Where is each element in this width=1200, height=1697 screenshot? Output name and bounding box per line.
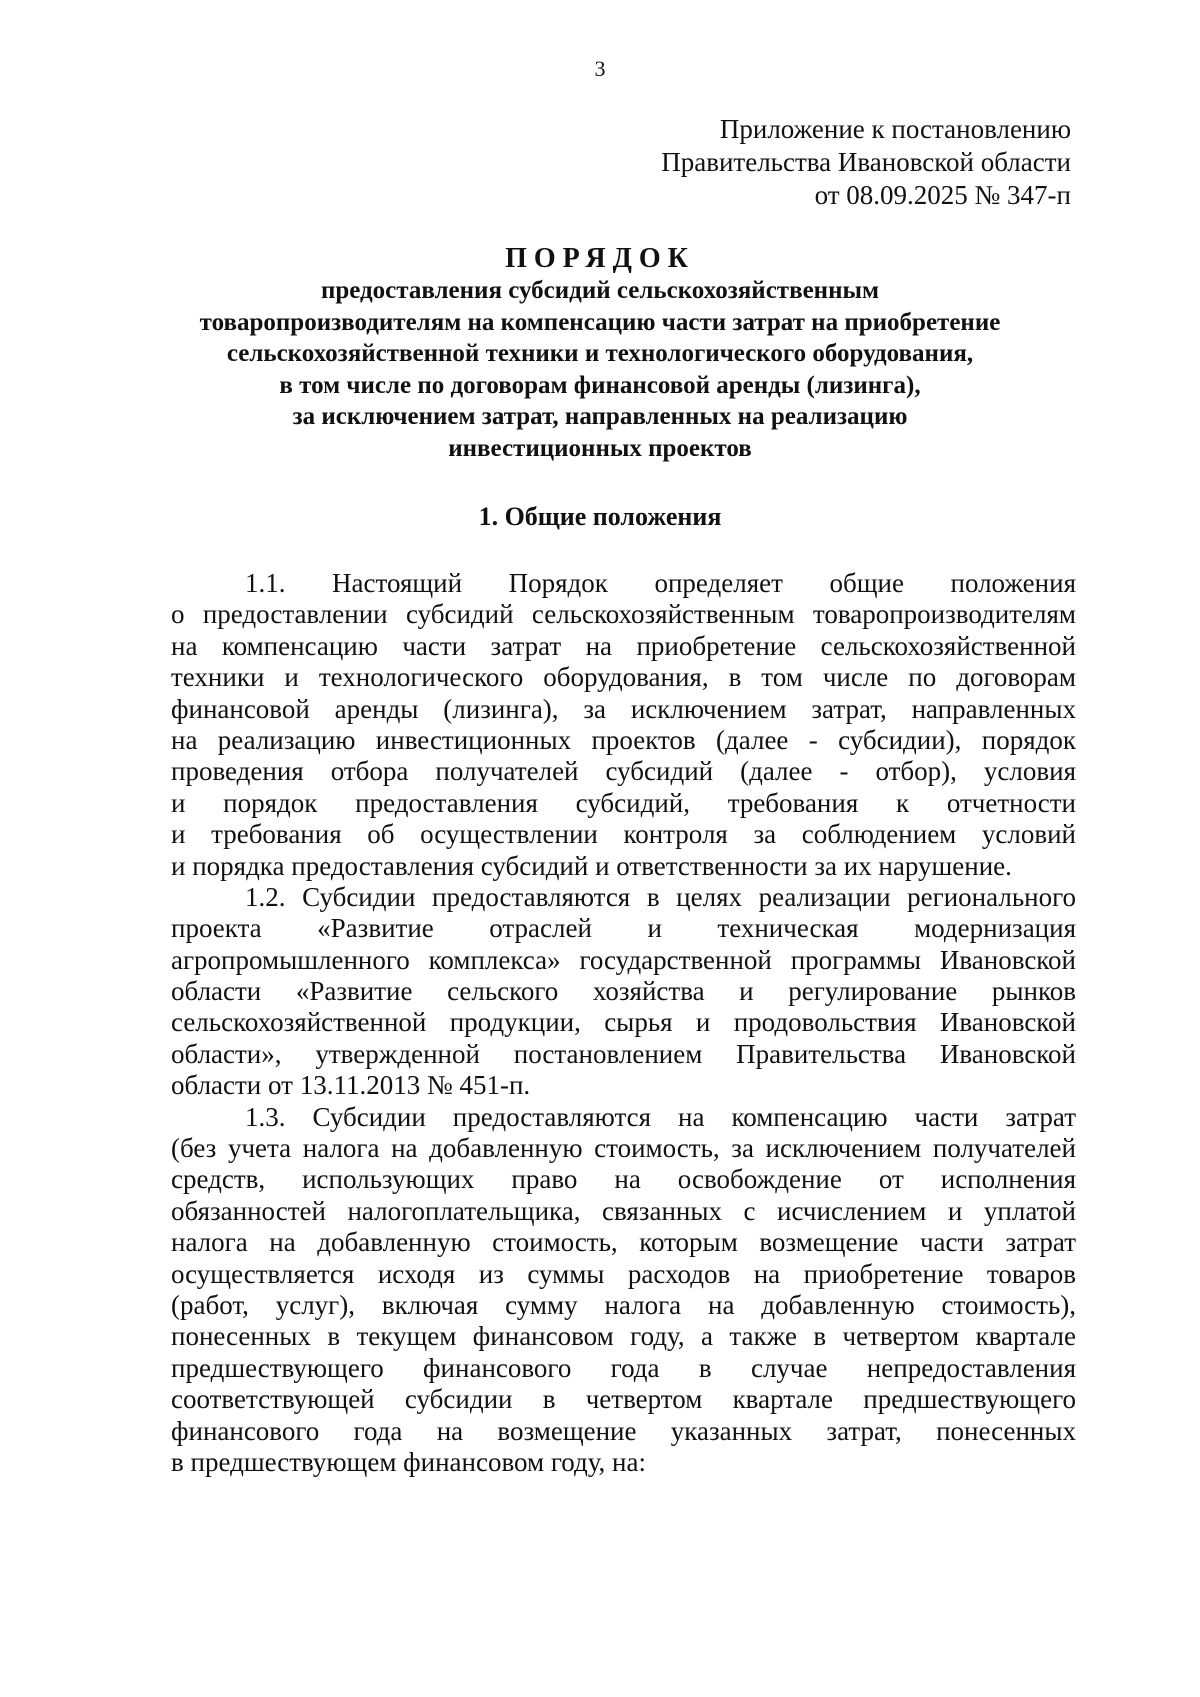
- document-body: [171, 568, 1076, 1478]
- text-line: финансовой аренды (лизинга), за исключением затрат, направленных: [171, 693, 1076, 724]
- appendix-line: Приложение к постановлению: [719, 114, 1071, 144]
- text-line: и порядок предоставления субсидий, требования к отчетности: [171, 787, 1076, 818]
- text-line: о предоставлении субсидий сельскохозяйственным товаропроизводителям: [171, 599, 1076, 630]
- text-line: финансового года на возмещение указанных затрат, понесенных: [171, 1415, 1076, 1446]
- text-line: агропромышленного комплекса» государственной программы Ивановской: [171, 944, 1076, 975]
- text-line: на реализацию инвестиционных проектов (далее - субсидии), порядок: [171, 724, 1076, 755]
- text-line: и требования об осуществлении контроля за соблюдением условий: [171, 819, 1076, 850]
- paragraph-1-2: [171, 882, 1076, 1102]
- text-line: области от 13.11.2013 № 451-п.: [171, 1070, 531, 1101]
- text-line: средств, использующих право на освобождение от исполнения: [171, 1164, 1076, 1195]
- appendix-line: от 08.09.2025 № 347-п: [814, 180, 1071, 210]
- text-line: 1.3. Субсидии предоставляются на компенсацию части затрат: [245, 1101, 1076, 1132]
- text-line: предшествующего финансового года в случае непредоставления: [171, 1352, 1076, 1383]
- subtitle-line: за исключением затрат, направленных на реализацию: [292, 403, 908, 430]
- subtitle-line: предоставления субсидий сельскохозяйственным: [320, 277, 880, 304]
- section-heading: 1. Общие положения: [478, 502, 722, 531]
- paragraph-1-1: [171, 568, 1076, 882]
- text-line: в предшествующем финансовом году, на:: [171, 1446, 646, 1477]
- text-line: 1.2. Субсидии предоставляются в целях реализации регионального: [245, 881, 1076, 912]
- subtitle-line: сельскохозяйственной техники и технологического оборудования,: [226, 340, 974, 367]
- text-line: сельскохозяйственной продукции, сырья и продовольствия Ивановской: [171, 1007, 1076, 1038]
- appendix-reference: [661, 113, 1071, 212]
- text-line: и порядка предоставления субсидий и ответственности за их нарушение.: [171, 850, 1012, 881]
- subtitle-line: товаропроизводителям на компенсацию части затрат на приобретение: [199, 308, 1001, 336]
- text-line: осуществляется исходя из суммы расходов на приобретение товаров: [171, 1258, 1076, 1289]
- appendix-line: Правительства Ивановской области: [661, 147, 1071, 177]
- text-line: 1.1. Настоящий Порядок определяет общие положения: [245, 568, 1076, 598]
- text-line: проекта «Развитие отраслей и техническая модернизация: [171, 913, 1076, 944]
- document-title: ПОРЯДОК: [505, 243, 695, 274]
- text-line: на компенсацию части затрат на приобретение сельскохозяйственной: [171, 630, 1076, 661]
- text-line: (без учета налога на добавленную стоимость, за исключением получателей: [171, 1133, 1076, 1164]
- text-line: области», утвержденной постановлением Правительства Ивановской: [171, 1038, 1076, 1069]
- text-line: техники и технологического оборудования, в том числе по договорам: [171, 662, 1076, 693]
- subtitle-line: в том числе по договорам финансовой аренды (лизинга),: [279, 371, 921, 399]
- text-line: области «Развитие сельского хозяйства и регулирование рынков: [171, 976, 1076, 1007]
- text-line: соответствующей субсидии в четвертом квартале предшествующего: [171, 1384, 1076, 1415]
- text-line: проведения отбора получателей субсидий (далее - отбор), условия: [171, 756, 1076, 787]
- page-number: 3: [594, 56, 606, 81]
- text-line: (работ, услуг), включая сумму налога на добавленную стоимость),: [171, 1289, 1076, 1320]
- paragraph-1-3: [171, 1102, 1076, 1479]
- document-subtitle: [0, 275, 1200, 464]
- subtitle-line: инвестиционных проектов: [448, 434, 752, 462]
- text-line: понесенных в текущем финансовом году, а также в четвертом квартале: [171, 1321, 1076, 1352]
- text-line: обязанностей налогоплательщика, связанных с исчислением и уплатой: [171, 1195, 1076, 1226]
- text-line: налога на добавленную стоимость, которым возмещение части затрат: [171, 1227, 1076, 1258]
